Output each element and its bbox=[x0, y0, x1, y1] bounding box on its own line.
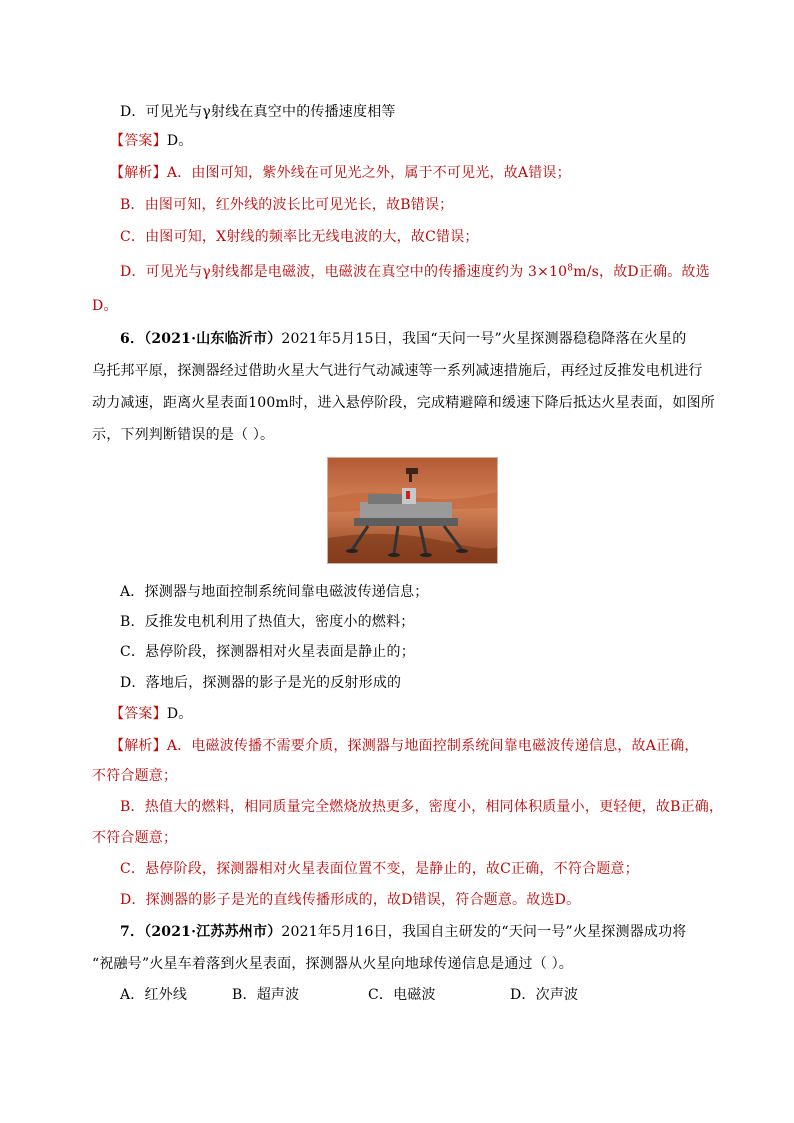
q6-stem-line-1 bbox=[120, 329, 686, 349]
q6-analysis-b: B．热值大的燃料，相同质量完全燃烧放热更多，密度小，相同体积质量小，更轻便，故B正确， bbox=[120, 799, 724, 815]
q5-analysis-d-wrap: D。 bbox=[92, 298, 118, 314]
question-number: 6． bbox=[120, 331, 145, 347]
q6-analysis-a bbox=[110, 736, 699, 756]
exponent: 8 bbox=[567, 263, 574, 274]
q7-option-b: B．超声波 bbox=[232, 987, 300, 1003]
q6-option-c: C．悬停阶段，探测器相对火星表面是静止的； bbox=[120, 644, 415, 660]
q5-analysis-a bbox=[110, 163, 571, 183]
stem-text: 2021年5月15日，我国“天问一号”火星探测器稳稳降落在火星的 bbox=[281, 331, 687, 347]
q6-answer bbox=[110, 704, 192, 724]
q6-stem-line-4: 示，下列判断错误的是（ ）。 bbox=[92, 427, 275, 443]
analysis-text: A．由图可知，紫外线在可见光之外，属于不可见光，故A错误； bbox=[166, 165, 571, 181]
q6-analysis-a-wrap: 不符合题意； bbox=[92, 768, 178, 784]
q7-option-d: D．次声波 bbox=[510, 987, 579, 1003]
q6-option-d: D．落地后，探测器的影子是光的反射形成的 bbox=[120, 675, 402, 691]
q7-stem-line-1 bbox=[120, 922, 686, 942]
q5-option-d: D．可见光与γ射线在真空中的传播速度相等 bbox=[120, 104, 396, 120]
q6-option-b: B．反推发电机利用了热值大，密度小的燃料； bbox=[120, 614, 415, 630]
question-source: （2021·山东临沂市） bbox=[144, 331, 282, 347]
q5-answer bbox=[110, 131, 192, 151]
q7-options bbox=[120, 985, 578, 1005]
q6-analysis-d: D．探测器的影子是光的直线传播形成的，故D错误，符合题意。故选D。 bbox=[120, 892, 581, 908]
analysis-label: 【解析】 bbox=[110, 738, 167, 754]
q5-analysis-c: C．由图可知，X射线的频率比无线电波的大，故C错误； bbox=[120, 229, 479, 245]
question-number: 7． bbox=[120, 924, 145, 940]
q6-analysis-c: C．悬停阶段，探测器相对火星表面位置不变，是静止的，故C正确，不符合题意； bbox=[120, 861, 639, 877]
q6-stem-line-3: 动力减速，距离火星表面100m时，进入悬停阶段，完成精避障和缓速下降后抵达火星表面，如图所 bbox=[92, 395, 715, 411]
q7-stem-line-2: “祝融号”火星车着落到火星表面，探测器从火星向地球传递信息是通过（ ）。 bbox=[92, 956, 573, 972]
q5-analysis-b: B．由图可知，红外线的波长比可见光长，故B错误； bbox=[120, 197, 454, 213]
answer-value: D。 bbox=[166, 133, 193, 149]
question-source: （2021·江苏苏州市） bbox=[144, 924, 282, 940]
answer-label: 【答案】 bbox=[110, 706, 167, 722]
q6-option-a: A．探测器与地面控制系统间靠电磁波传递信息； bbox=[120, 584, 429, 600]
answer-label: 【答案】 bbox=[110, 133, 167, 149]
q7-option-a: A．红外线 bbox=[120, 987, 188, 1003]
answer-value: D。 bbox=[166, 706, 193, 722]
q5-analysis-d bbox=[120, 262, 710, 282]
q7-option-c: C．电磁波 bbox=[368, 987, 436, 1003]
analysis-d-text-end: m/s，故D正确。故选 bbox=[573, 264, 710, 280]
mars-lander-photo bbox=[327, 457, 498, 564]
q6-analysis-b-wrap: 不符合题意； bbox=[92, 830, 178, 846]
analysis-label: 【解析】 bbox=[110, 165, 167, 181]
lander-illustration bbox=[328, 458, 497, 563]
analysis-text: A．电磁波传播不需要介质，探测器与地面控制系统间靠电磁波传递信息，故A正确， bbox=[166, 738, 699, 754]
q6-stem-line-2: 乌托邦平原，探测器经过借助火星大气进行气动减速等一系列减速措施后，再经过反推发电机进行 bbox=[92, 363, 703, 379]
stem-text: 2021年5月16日，我国自主研发的“天问一号”火星探测器成功将 bbox=[281, 924, 687, 940]
analysis-d-text: D．可见光与γ射线都是电磁波，电磁波在真空中的传播速度约为 3×10 bbox=[120, 264, 568, 280]
